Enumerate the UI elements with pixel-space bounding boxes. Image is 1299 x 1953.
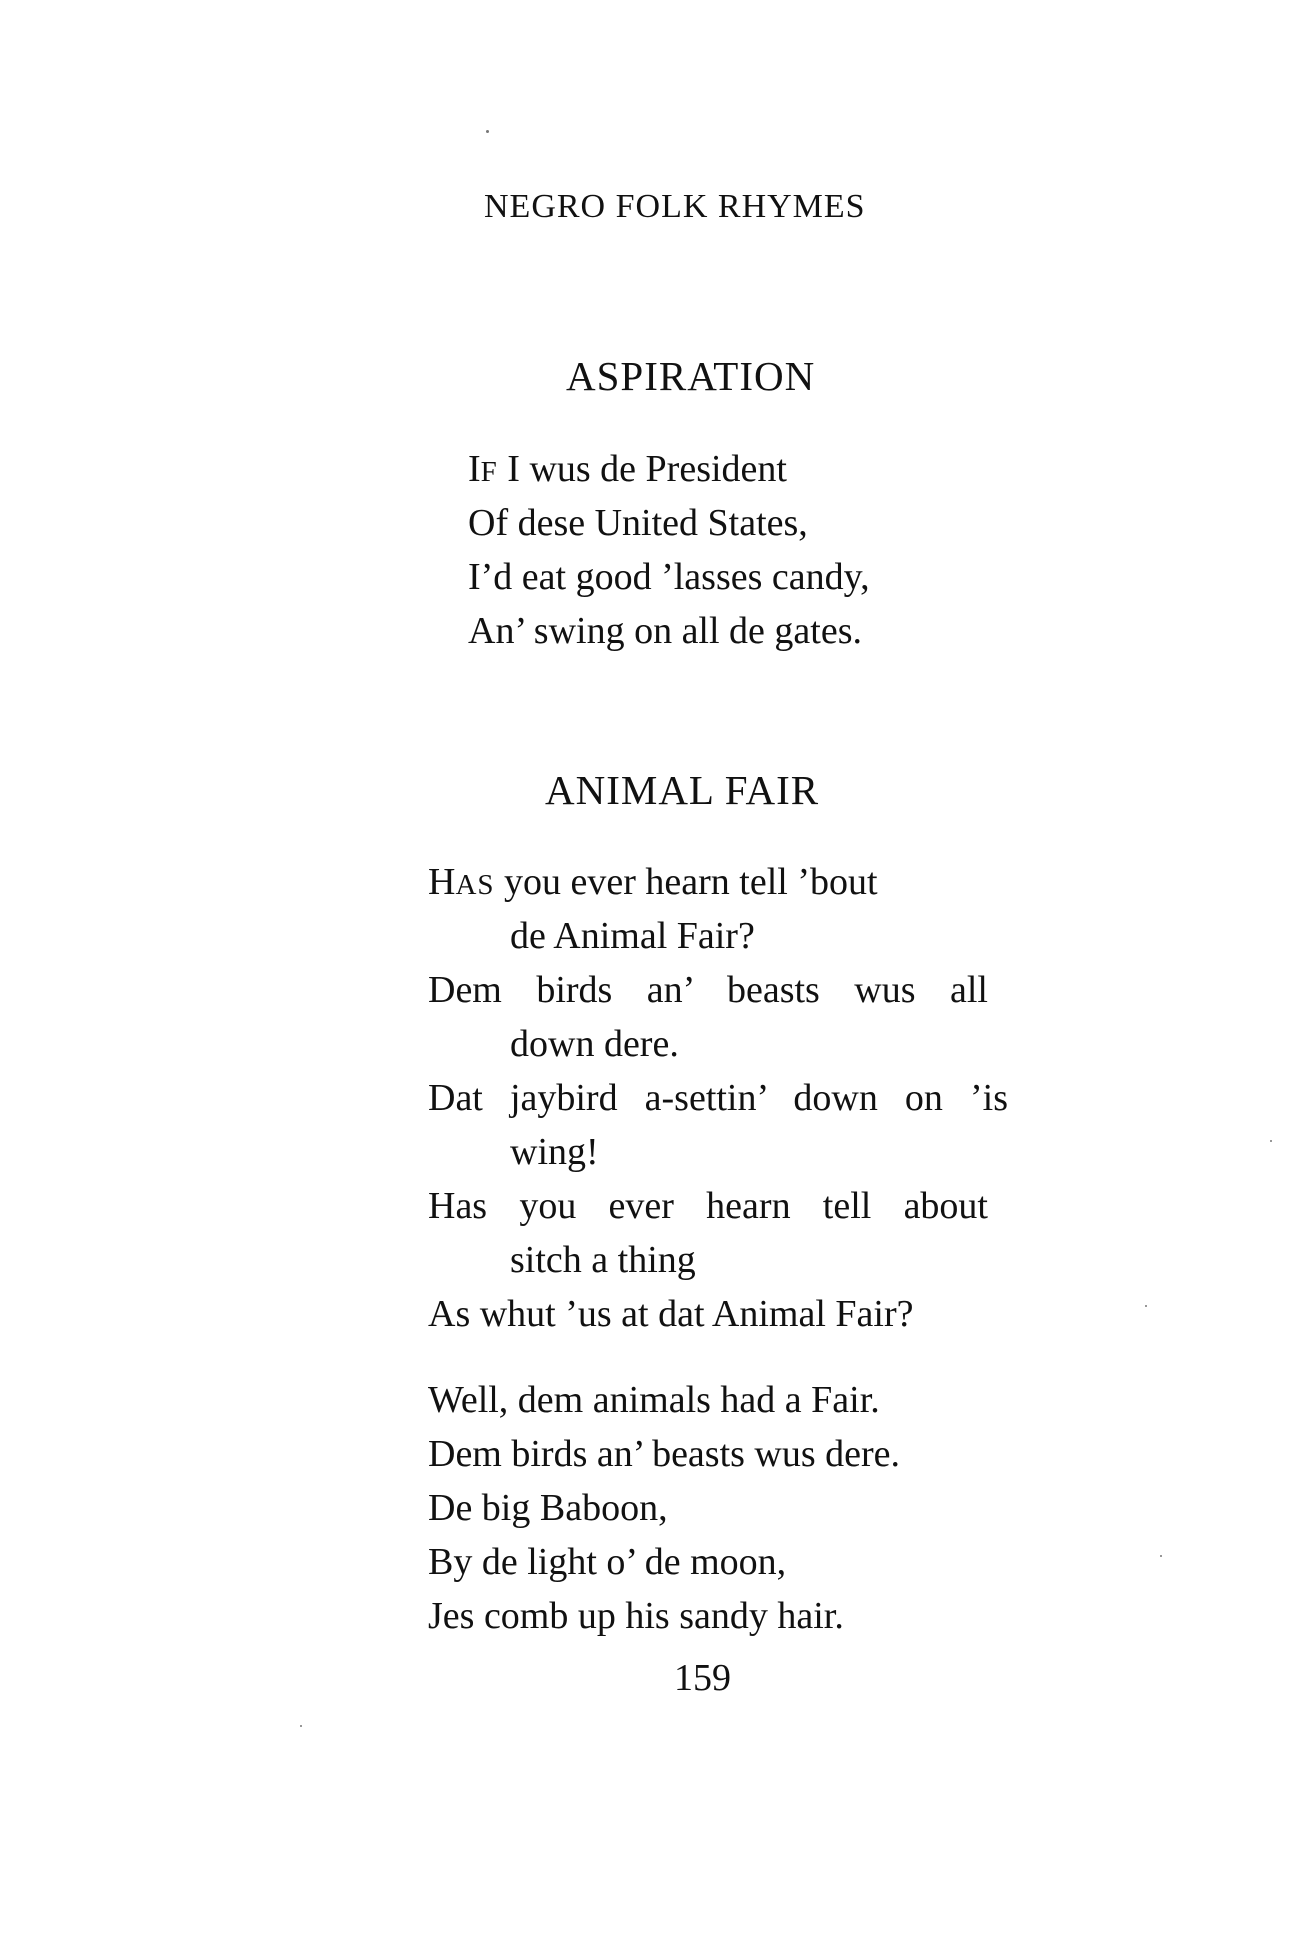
- poem-line: [468, 447, 787, 491]
- poem-line-text: Has you ever hearn tell about: [428, 1185, 988, 1227]
- poem-title-aspiration: ASPIRATION: [566, 353, 816, 399]
- poem-line: An’ swing on all de gates.: [468, 610, 862, 652]
- small-caps: F: [480, 456, 498, 488]
- poem-line: De big Baboon,: [428, 1487, 668, 1529]
- poem-line: Of dese United States,: [468, 502, 808, 544]
- scan-speck: [486, 130, 489, 133]
- poem-line: [428, 968, 988, 1012]
- running-head: NEGRO FOLK RHYMES: [484, 188, 866, 225]
- poem-line: By de light o’ de moon,: [428, 1541, 787, 1583]
- line-rest: you ever hearn tell ’bout: [494, 861, 878, 903]
- poem-line: I’d eat good ’lasses candy,: [468, 556, 870, 598]
- drop-cap: H: [428, 861, 456, 903]
- poem-title-animal-fair: ANIMAL FAIR: [545, 767, 820, 813]
- drop-cap: I: [468, 448, 481, 490]
- poem-line-text: Dem birds an’ beasts wus all: [428, 969, 988, 1011]
- poem-line: As whut ’us at dat Animal Fair?: [428, 1293, 914, 1335]
- scan-speck: [300, 1725, 302, 1727]
- poem-line-indent: down dere.: [510, 1023, 679, 1065]
- poem-line: Dem birds an’ beasts wus dere.: [428, 1433, 901, 1475]
- scan-speck: [1270, 1140, 1272, 1142]
- small-caps: AS: [455, 869, 495, 901]
- poem-line: [428, 860, 878, 904]
- poem-line-text: Dat jaybird a-settin’ down on ’is: [428, 1077, 1008, 1119]
- poem-line-indent: sitch a thing: [510, 1239, 696, 1281]
- poem-line-indent: wing!: [510, 1131, 599, 1173]
- poem-line-indent: de Animal Fair?: [510, 915, 755, 957]
- scan-speck: [1145, 1305, 1147, 1307]
- line-rest: I wus de President: [497, 448, 787, 490]
- poem-line: Well, dem animals had a Fair.: [428, 1379, 880, 1421]
- poem-line: [428, 1076, 1008, 1120]
- poem-line: [428, 1184, 988, 1228]
- scan-speck: [1160, 1555, 1162, 1557]
- poem-line: Jes comb up his sandy hair.: [428, 1595, 844, 1637]
- page-number: 159: [674, 1657, 731, 1699]
